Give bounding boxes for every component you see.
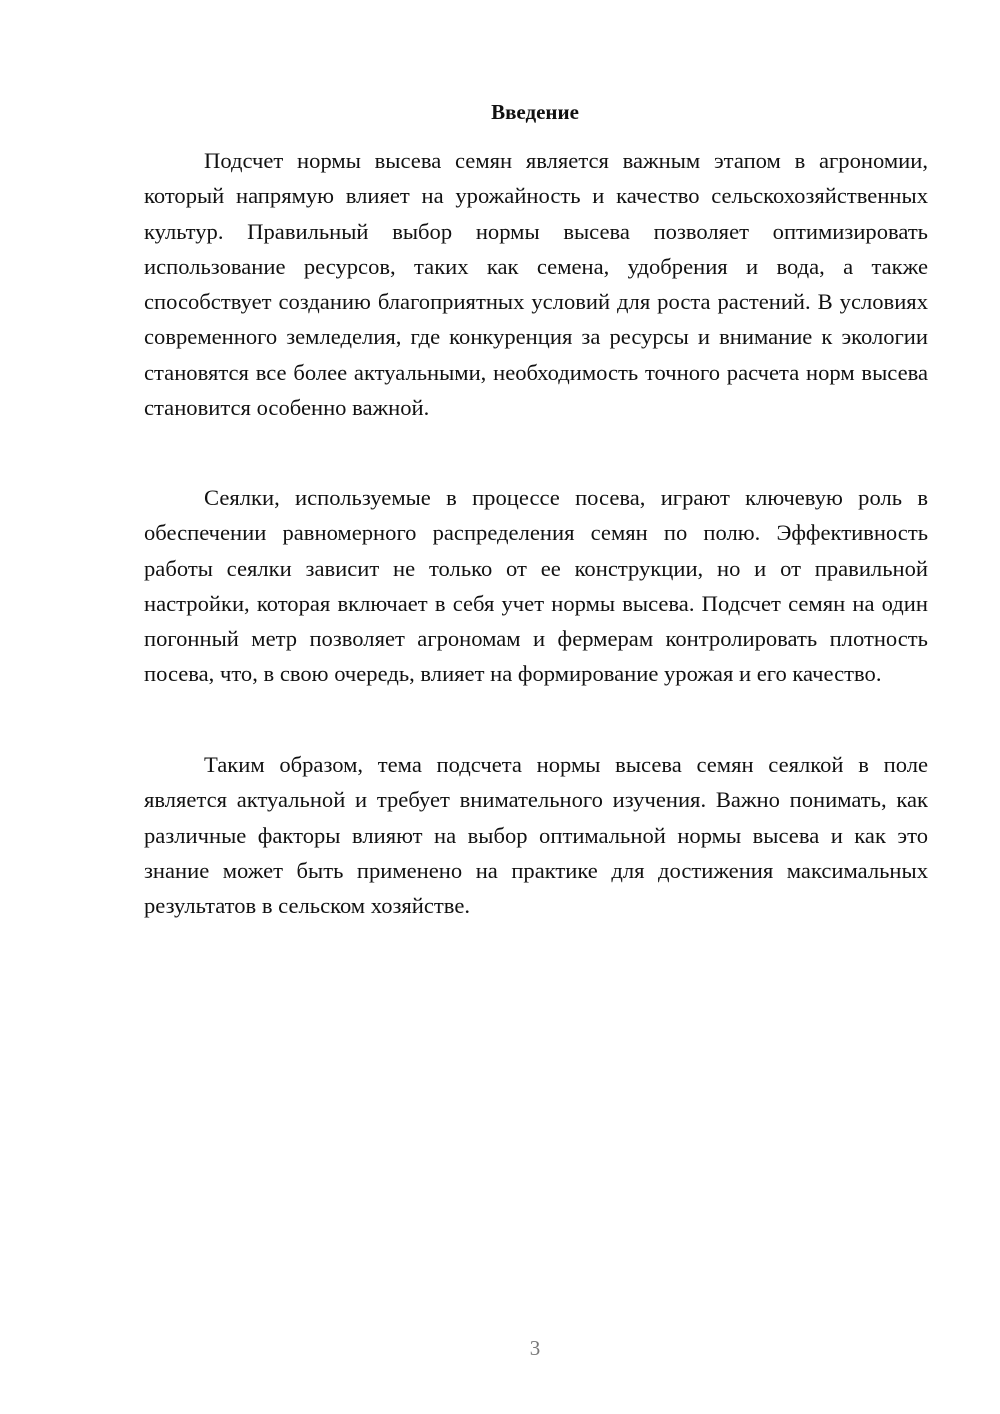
paragraph-seeders: Сеялки, используемые в процессе посева, играют ключевую роль в обеспечении равномерного распределения семян по полю. Эффективность работы сеялки зависит не только от ее конструкции, но и от правильной настройки, которая включает в себя учет нормы высева. Подсчет семян на один погонный метр позволяет агрономам и фермерам контролировать плотность посева, что, в свою очередь, влияет на формирование урожая и его качество. [144,485,928,687]
paragraph-intro: Подсчет нормы высева семян является важным этапом в агрономии, который напрямую влияет на урожайность и качество сельскохозяйственных культур. Правильный выбор нормы высева позволяет оптимизировать использование ресурсов, таких как семена, удобрения и вода, а также способствует созданию благоприятных условий для роста растений. В условиях современного земледелия, где конкуренция за ресурсы и внимание к экологии становятся все более актуальными, необходимость точного расчета норм высева становится особенно важной. [144,148,928,421]
page-title: Введение [491,100,579,124]
page-number: 3 [529,1336,541,1360]
paragraph-conclusion: Таким образом, тема подсчета нормы высева семян сеялкой в поле является актуальной и требует внимательного изучения. Важно понимать, как различные факторы влияют на выбор оптимальной нормы высева и как это знание может быть применено на практике для достижения максимальных результатов в сельском хозяйстве. [144,752,928,919]
body-text [144,0,928,1300]
